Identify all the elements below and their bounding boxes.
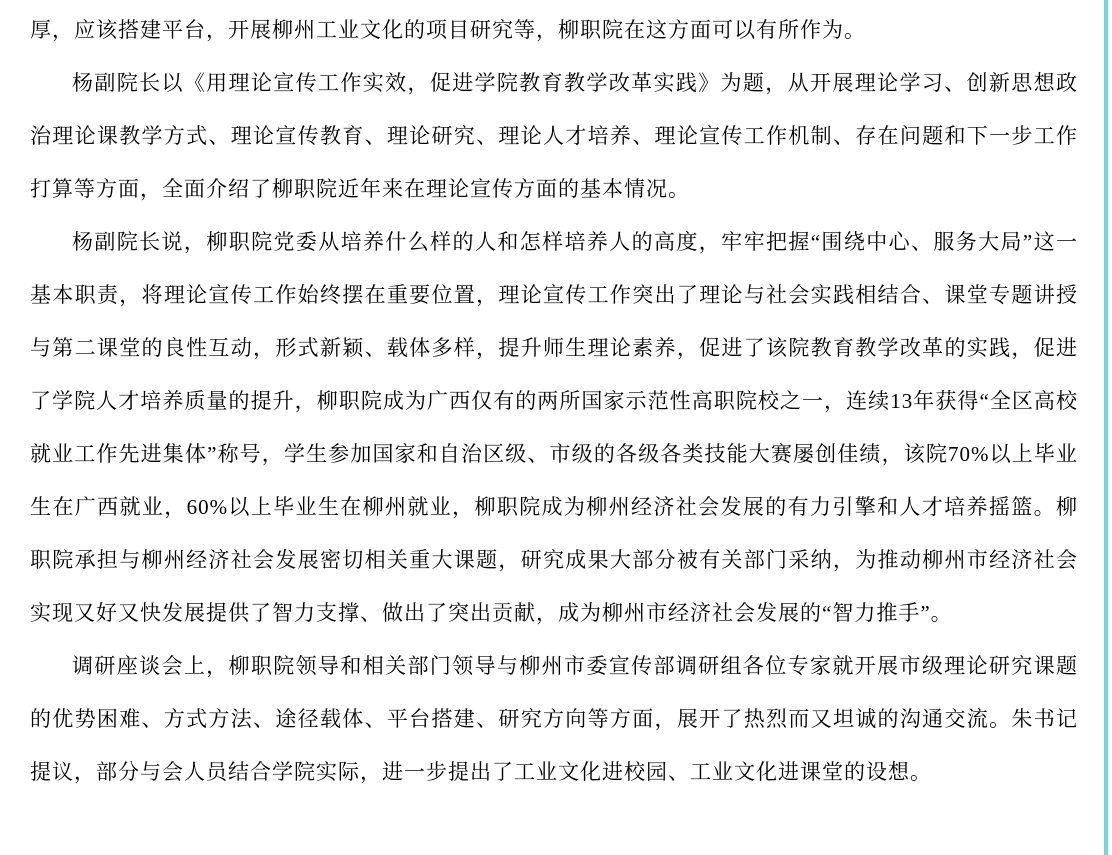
paragraph-symposium: 调研座谈会上，柳职院领导和相关部门领导与柳州市委宣传部调研组各位专家就开展市级理论研究课题的优势困难、方式方法、途径载体、平台搭建、研究方向等方面，展开了热烈而又坦诚的沟通交流。朱书记提议，部分与会人员结合学院实际，进一步提出了工业文化进校园、工业文化进课堂的设想。 (30, 654, 1078, 784)
paragraph-theory-report: 杨副院长以《用理论宣传工作实效，促进学院教育教学改革实践》为题，从开展理论学习、创新思想政治理论课教学方式、理论宣传教育、理论研究、理论人才培养、理论宣传工作机制、存在问题和下一步工作打算等方面，全面介绍了柳职院近年来在理论宣传方面的基本情况。 (30, 71, 1078, 201)
paragraph-achievements: 杨副院长说，柳职院党委从培养什么样的人和怎样培养人的高度，牢牢把握“围绕中心、服务大局”这一基本职责，将理论宣传工作始终摆在重要位置，理论宣传工作突出了理论与社会实践相结合、课堂专题讲授与第二课堂的良性互动，形式新颖、载体多样，提升师生理论素养，促进了该院教育教学改革的实践，促进了学院人才培养质量的提升，柳职院成为广西仅有的两所国家示范性高职院校之一，连续13年获得“全区高校就业工作先进集体”称号，学生参加国家和自治区级、市级的各级各类技能大赛屡创佳绩，该院70%以上毕业生在广西就业，60%以上毕业生在柳州就业，柳职院成为柳州经济社会发展的有力引擎和人才培养摇篮。柳职院承担与柳州经济社会发展密切相关重大课题，研究成果大部分被有关部门采纳，为推动柳州市经济社会实现又好又快发展提供了智力支撑、做出了突出贡献，成为柳州市经济社会发展的“智力推手”。 (30, 230, 1078, 625)
article-body (30, 4, 1078, 799)
paragraph-continuation: 厚，应该搭建平台，开展柳州工业文化的项目研究等，柳职院在这方面可以有所作为。 (30, 18, 866, 42)
table-right-border (1104, 0, 1108, 855)
